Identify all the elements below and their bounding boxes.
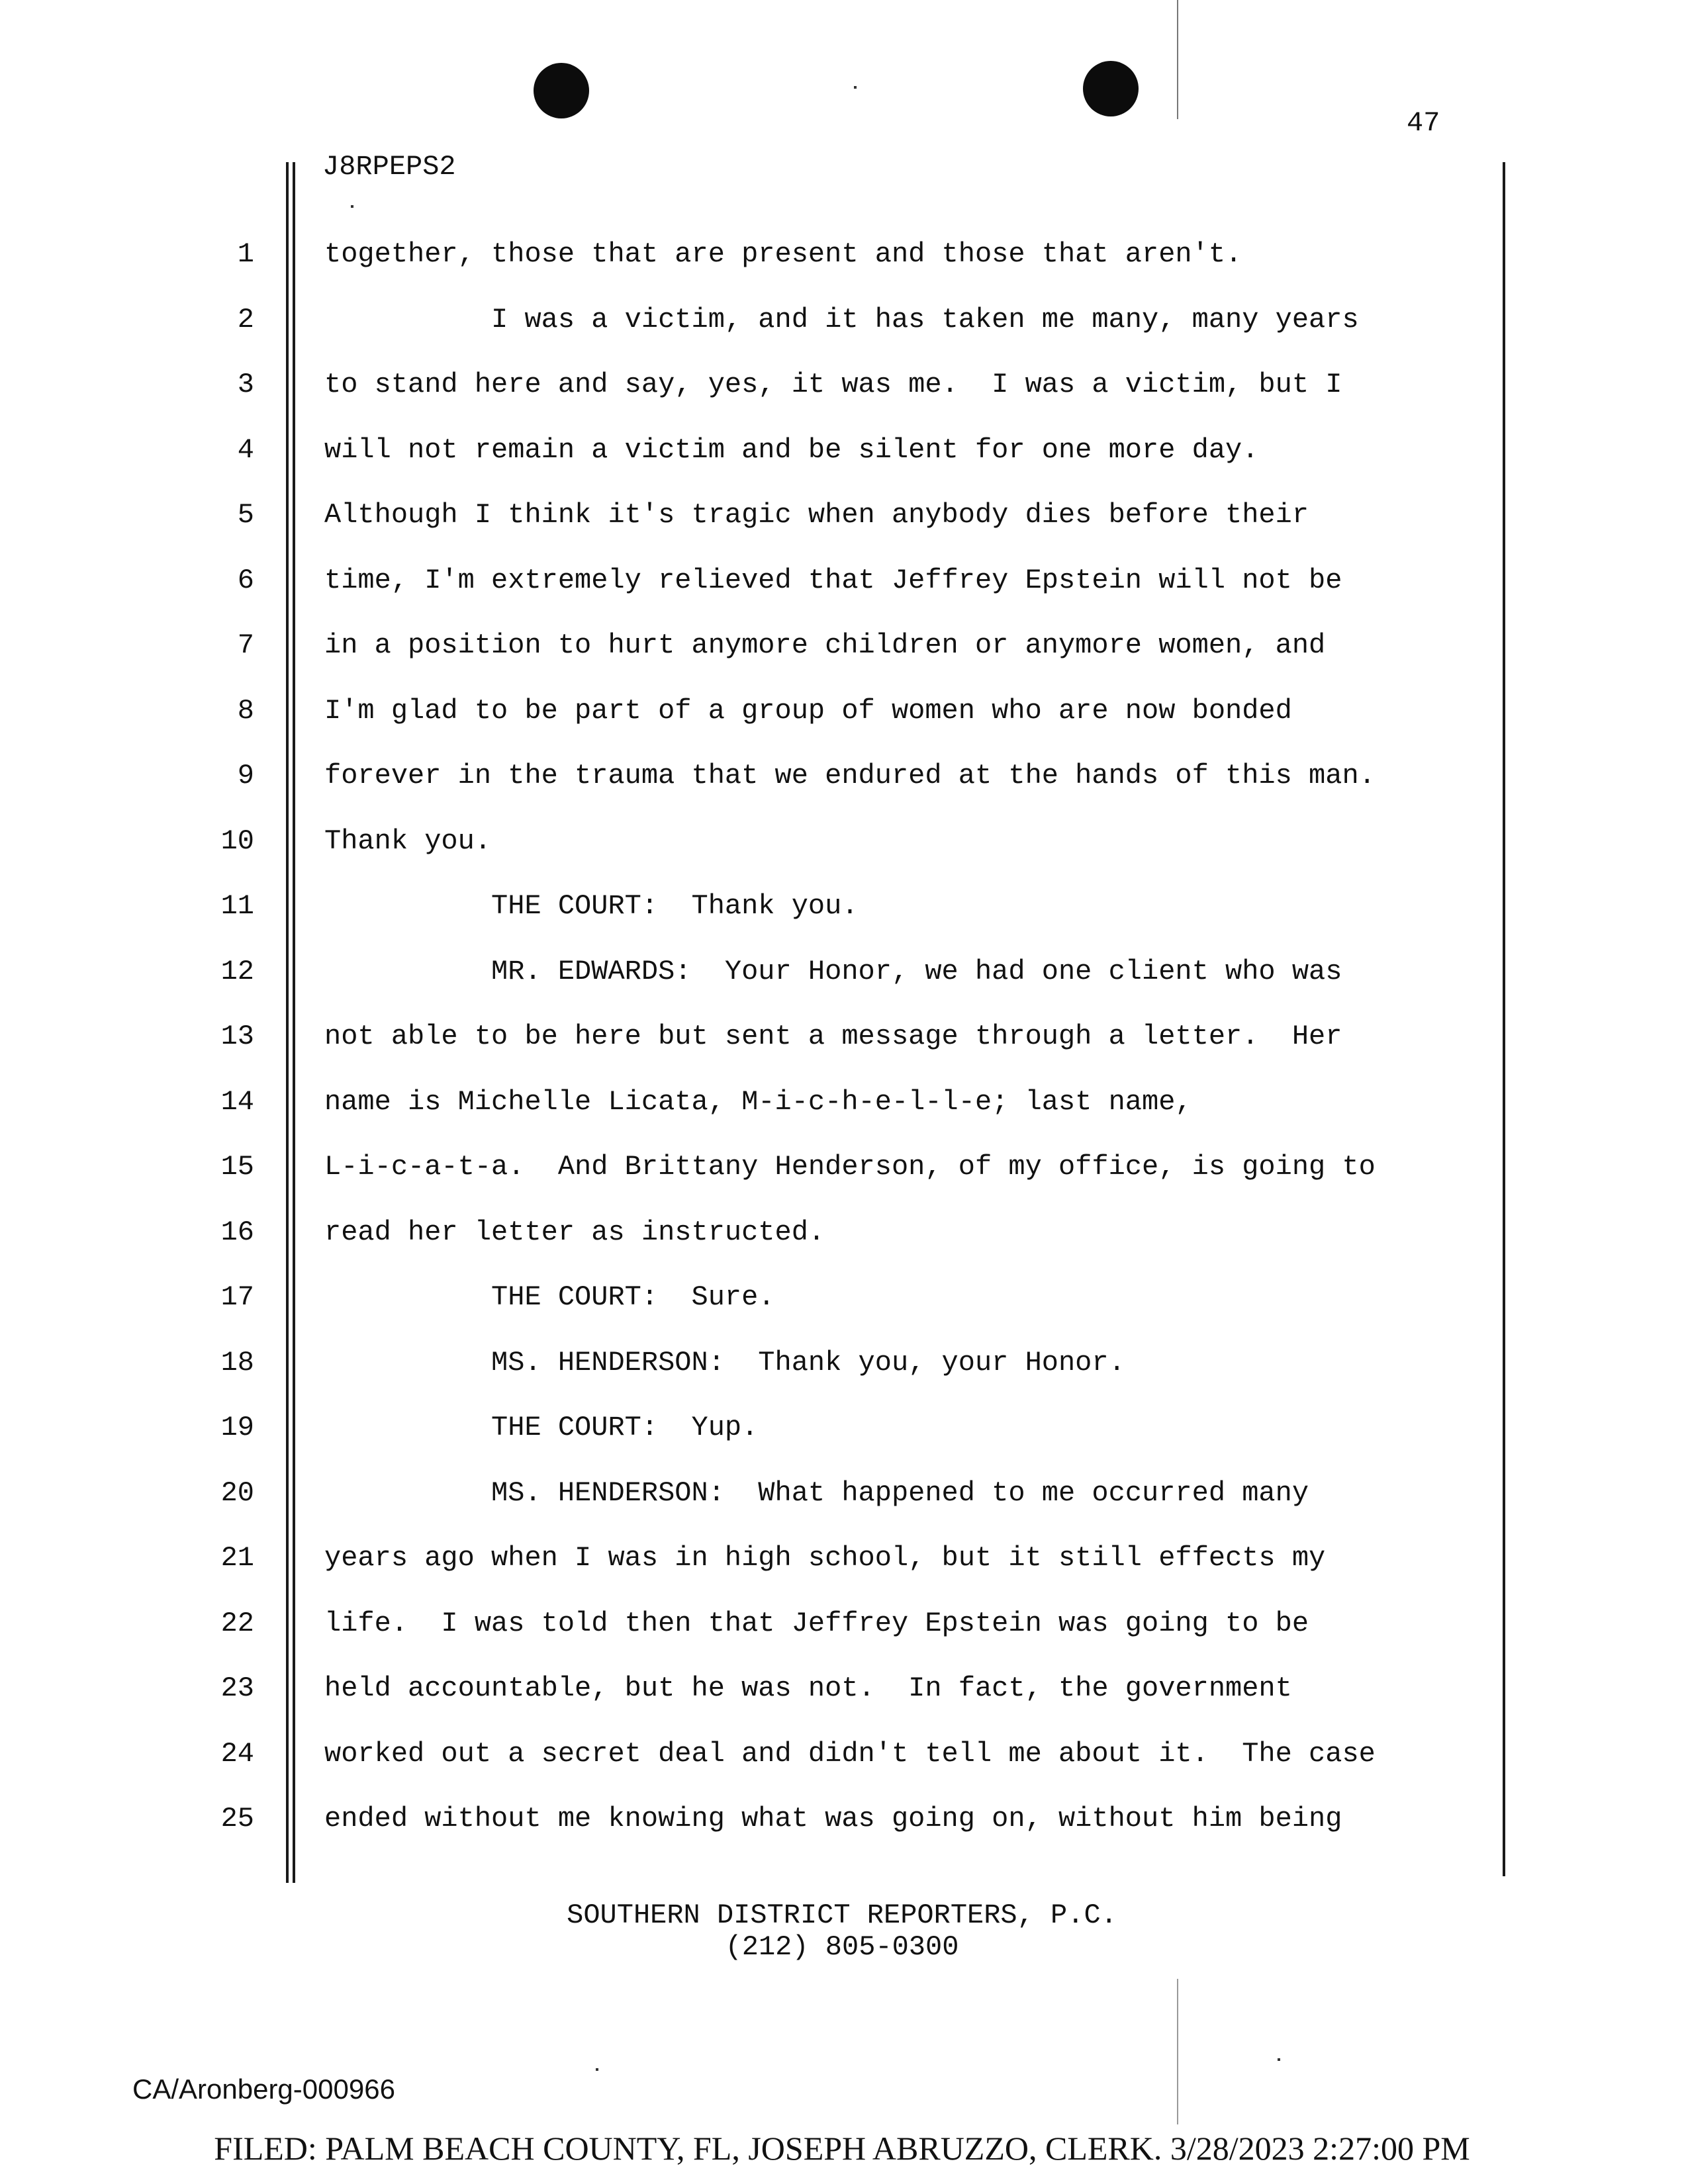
line-text: THE COURT: Sure. <box>324 1281 775 1313</box>
transcript-line <box>0 1542 1684 1582</box>
page-number: 47 <box>1407 107 1440 139</box>
line-number: 1 <box>237 238 254 270</box>
transcript-line <box>0 565 1684 604</box>
line-number: 9 <box>237 760 254 792</box>
binder-hole-right <box>1083 61 1139 116</box>
line-number: 20 <box>220 1477 254 1509</box>
line-text: MS. HENDERSON: Thank you, your Honor. <box>324 1347 1125 1379</box>
transcript-line <box>0 1021 1684 1060</box>
transcript-line <box>0 369 1684 408</box>
line-number: 24 <box>220 1738 254 1770</box>
transcript-line <box>0 629 1684 669</box>
line-text: not able to be here but sent a message through a letter. Her <box>324 1021 1342 1052</box>
bates-number: CA/Aronberg-000966 <box>132 2073 395 2105</box>
line-text: MR. EDWARDS: Your Honor, we had one client who was <box>324 956 1342 987</box>
line-text: life. I was told then that Jeffrey Epstein was going to be <box>324 1608 1309 1639</box>
line-text: MS. HENDERSON: What happened to me occurred many <box>324 1477 1309 1509</box>
line-text: name is Michelle Licata, M-i-c-h-e-l-l-e; last name, <box>324 1086 1192 1118</box>
line-number: 15 <box>220 1151 254 1183</box>
transcript-line <box>0 1216 1684 1256</box>
document-id: J8RPEPS2 <box>322 151 456 183</box>
line-text: THE COURT: Thank you. <box>324 890 859 922</box>
transcript-line <box>0 1477 1684 1517</box>
line-number: 22 <box>220 1608 254 1639</box>
line-number: 25 <box>220 1803 254 1835</box>
line-number: 7 <box>237 629 254 661</box>
transcript-line <box>0 825 1684 865</box>
line-number: 17 <box>220 1281 254 1313</box>
line-text: I'm glad to be part of a group of women who are now bonded <box>324 695 1292 727</box>
transcript-line <box>0 499 1684 539</box>
line-number: 18 <box>220 1347 254 1379</box>
transcript-line <box>0 434 1684 474</box>
transcript-line <box>0 1412 1684 1451</box>
line-number: 23 <box>220 1672 254 1704</box>
transcript-line <box>0 1738 1684 1778</box>
transcript-line <box>0 1803 1684 1843</box>
line-text: read her letter as instructed. <box>324 1216 825 1248</box>
transcript-line <box>0 238 1684 278</box>
line-text: L-i-c-a-t-a. And Brittany Henderson, of my office, is going to <box>324 1151 1376 1183</box>
scan-mark <box>596 2068 598 2071</box>
line-number: 6 <box>237 565 254 596</box>
transcript-line <box>0 1151 1684 1191</box>
line-text: years ago when I was in high school, but it still effects my <box>324 1542 1326 1574</box>
transcript-line <box>0 760 1684 799</box>
line-number: 5 <box>237 499 254 531</box>
line-number: 2 <box>237 304 254 336</box>
line-text: together, those that are present and those that aren't. <box>324 238 1242 270</box>
line-text: I was a victim, and it has taken me many, many years <box>324 304 1359 336</box>
line-number: 12 <box>220 956 254 987</box>
transcript-line <box>0 695 1684 735</box>
transcript-line <box>0 890 1684 930</box>
binder-hole-left <box>534 63 589 118</box>
line-number: 21 <box>220 1542 254 1574</box>
transcript-line <box>0 1281 1684 1321</box>
transcript-line <box>0 1086 1684 1126</box>
scan-mark <box>1278 2058 1280 2061</box>
line-text: time, I'm extremely relieved that Jeffrey Epstein will not be <box>324 565 1342 596</box>
line-number: 13 <box>220 1021 254 1052</box>
line-number: 4 <box>237 434 254 466</box>
transcript-line <box>0 956 1684 995</box>
line-text: Although I think it's tragic when anybody dies before their <box>324 499 1309 531</box>
reporter-phone: (212) 805-0300 <box>725 1931 959 1963</box>
scan-mark <box>1177 1979 1178 2124</box>
line-number: 3 <box>237 369 254 400</box>
line-text: in a position to hurt anymore children or anymore women, and <box>324 629 1326 661</box>
line-text: forever in the trauma that we endured at the hands of this man. <box>324 760 1376 792</box>
transcript-line <box>0 1672 1684 1712</box>
line-text: held accountable, but he was not. In fact, the government <box>324 1672 1292 1704</box>
reporter-name: SOUTHERN DISTRICT REPORTERS, P.C. <box>567 1899 1117 1931</box>
scan-mark <box>854 86 857 89</box>
filed-stamp: FILED: PALM BEACH COUNTY, FL, JOSEPH ABRUZZO, CLERK. 3/28/2023 2:27:00 PM <box>214 2130 1470 2167</box>
line-number: 16 <box>220 1216 254 1248</box>
line-number: 14 <box>220 1086 254 1118</box>
line-text: to stand here and say, yes, it was me. I was a victim, but I <box>324 369 1342 400</box>
line-text: THE COURT: Yup. <box>324 1412 759 1443</box>
line-number: 19 <box>220 1412 254 1443</box>
line-number: 8 <box>237 695 254 727</box>
scan-mark <box>1177 0 1178 119</box>
line-text: worked out a secret deal and didn't tell me about it. The case <box>324 1738 1376 1770</box>
line-text: Thank you. <box>324 825 492 857</box>
line-text: ended without me knowing what was going on, without him being <box>324 1803 1342 1835</box>
line-number: 11 <box>220 890 254 922</box>
line-number: 10 <box>220 825 254 857</box>
scan-mark <box>351 205 353 208</box>
line-text: will not remain a victim and be silent for one more day. <box>324 434 1259 466</box>
transcript-line <box>0 1608 1684 1647</box>
transcript-line <box>0 1347 1684 1387</box>
transcript-line <box>0 304 1684 343</box>
